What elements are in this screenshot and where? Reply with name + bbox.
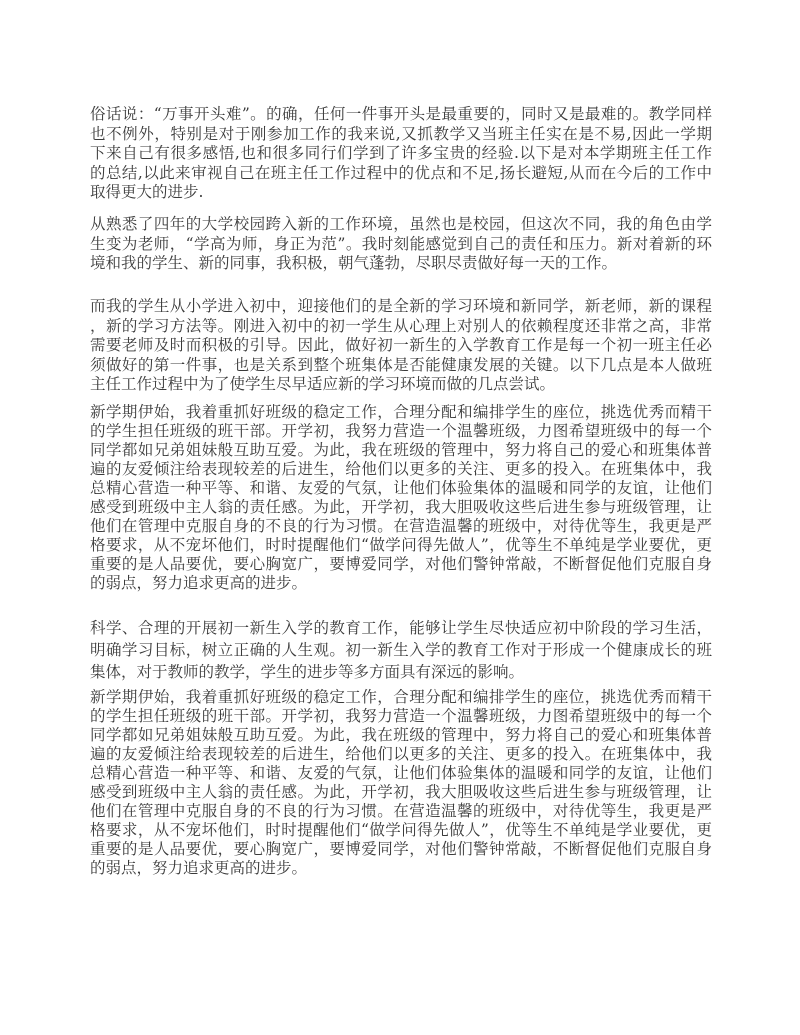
text-line: 格要求，从不宠坏他们，时时提醒他们“做学问得先做人”，优等生不单纯是学业要优，更 [90, 536, 712, 554]
paragraph [90, 105, 712, 203]
text-line: 生变为老师，“学高为师，身正为范”。我时刻能感觉到自己的责任和压力。新对着新的环 [90, 234, 712, 253]
text-line: 境和我的学生、新的同事，我积极，朝气蓬勃，尽职尽责做好每一天的工作。 [90, 254, 618, 272]
text-line: 同学都如兄弟姐妹般互助互爱。为此，我在班级的管理中，努力将自己的爱心和班集体普 [90, 726, 712, 744]
text-line: 的总结,以此来审视自己在班主任工作过程中的优点和不足,扬长避短,从而在今后的工作中 [90, 163, 712, 182]
text-line: 而我的学生从小学进入初中，迎接他们的是全新的学习环境和新同学，新老师，新的课程 [90, 297, 712, 315]
paragraph [90, 617, 712, 683]
text-line: 俗话说：“万事开头难”。的确，任何一件事开头是最重要的，同时又是最难的。教学同样 [90, 105, 712, 123]
text-line: 总精心营造一种平等、和谐、友爱的气氛，让他们体验集体的温暖和同学的友谊，让他们 [90, 479, 712, 497]
text-line: 的学生担任班级的班干部。开学初，我努力营造一个温馨班级，力图希望班级中的每一个 [90, 422, 712, 440]
text-line: 的弱点，努力追求更高的进步。 [90, 859, 308, 877]
paragraph [90, 297, 712, 395]
text-line: 须做好的第一件事，也是关系到整个班集体是否能健康发展的关键。以下几点是本人做班 [90, 355, 712, 374]
paragraph [90, 403, 712, 593]
text-line: 主任工作过程中为了使学生尽早适应新的学习环境而做的几点尝试。 [90, 375, 556, 393]
text-line: 的学生担任班级的班干部。开学初，我努力营造一个温馨班级，力图希望班级中的每一个 [90, 707, 712, 725]
text-line: 遍的友爱倾注给表现较差的后进生，给他们以更多的关注、更多的投入。在班集体中，我 [90, 460, 712, 478]
text-line: 下来自己有很多感悟,也和很多同行们学到了许多宝贵的经验.以下是对本学期班主任工作 [90, 144, 712, 162]
text-line: 需要老师及时而积极的引导。因此，做好初一新生的入学教育工作是每一个初一班主任必 [90, 336, 712, 354]
text-line: 从熟悉了四年的大学校园跨入新的工作环境，虽然也是校园，但这次不同，我的角色由学 [90, 215, 712, 233]
text-line: 新学期伊始，我着重抓好班级的稳定工作，合理分配和编排学生的座位，挑选优秀而精干 [90, 688, 712, 706]
text-line: 遍的友爱倾注给表现较差的后进生，给他们以更多的关注、更多的投入。在班集体中，我 [90, 745, 712, 763]
text-line: 科学、合理的开展初一新生入学的教育工作，能够让学生尽快适应初中阶段的学习生活， [90, 619, 712, 637]
text-line: 重要的是人品要优，要心胸宽广，要博爱同学，对他们警钟常敲，不断督促他们克服自身 [90, 555, 712, 573]
paragraph [90, 688, 712, 878]
paragraph [90, 215, 712, 274]
text-line: 新学期伊始，我着重抓好班级的稳定工作，合理分配和编排学生的座位，挑选优秀而精干 [90, 403, 712, 421]
text-line: 集体，对于教师的教学，学生的进步等多方面具有深远的影响。 [90, 663, 525, 681]
text-line: 感受到班级中主人翁的责任感。为此，开学初，我大胆吸收这些后进生参与班级管理，让 [90, 498, 712, 516]
text-line: 格要求，从不宠坏他们，时时提醒他们“做学问得先做人”，优等生不单纯是学业要优，更 [90, 821, 712, 839]
text-line: 他们在管理中克服自身的不良的行为习惯。在营造温馨的班级中，对待优等生，我更是严 [90, 517, 712, 535]
text-line: 也不例外，特别是对于刚参加工作的我来说,又抓教学又当班主任实在是不易,因此一学期 [90, 124, 712, 143]
text-line: 取得更大的进步. [90, 183, 204, 201]
text-line: 他们在管理中克服自身的不良的行为习惯。在营造温馨的班级中，对待优等生，我更是严 [90, 802, 712, 820]
text-line: 感受到班级中主人翁的责任感。为此，开学初，我大胆吸收这些后进生参与班级管理，让 [90, 783, 712, 801]
text-line: 同学都如兄弟姐妹般互助互爱。为此，我在班级的管理中，努力将自己的爱心和班集体普 [90, 441, 712, 459]
text-line: ，新的学习方法等。刚进入初中的初一学生从心理上对别人的依赖程度还非常之高，非常 [90, 316, 712, 335]
text-line: 明确学习目标，树立正确的人生观。初一新生入学的教育工作对于形成一个健康成长的班 [90, 641, 712, 659]
text-line: 的弱点，努力追求更高的进步。 [90, 574, 308, 592]
text-line: 总精心营造一种平等、和谐、友爱的气氛，让他们体验集体的温暖和同学的友谊，让他们 [90, 764, 712, 782]
text-line: 重要的是人品要优，要心胸宽广，要博爱同学，对他们警钟常敲，不断督促他们克服自身 [90, 840, 712, 858]
